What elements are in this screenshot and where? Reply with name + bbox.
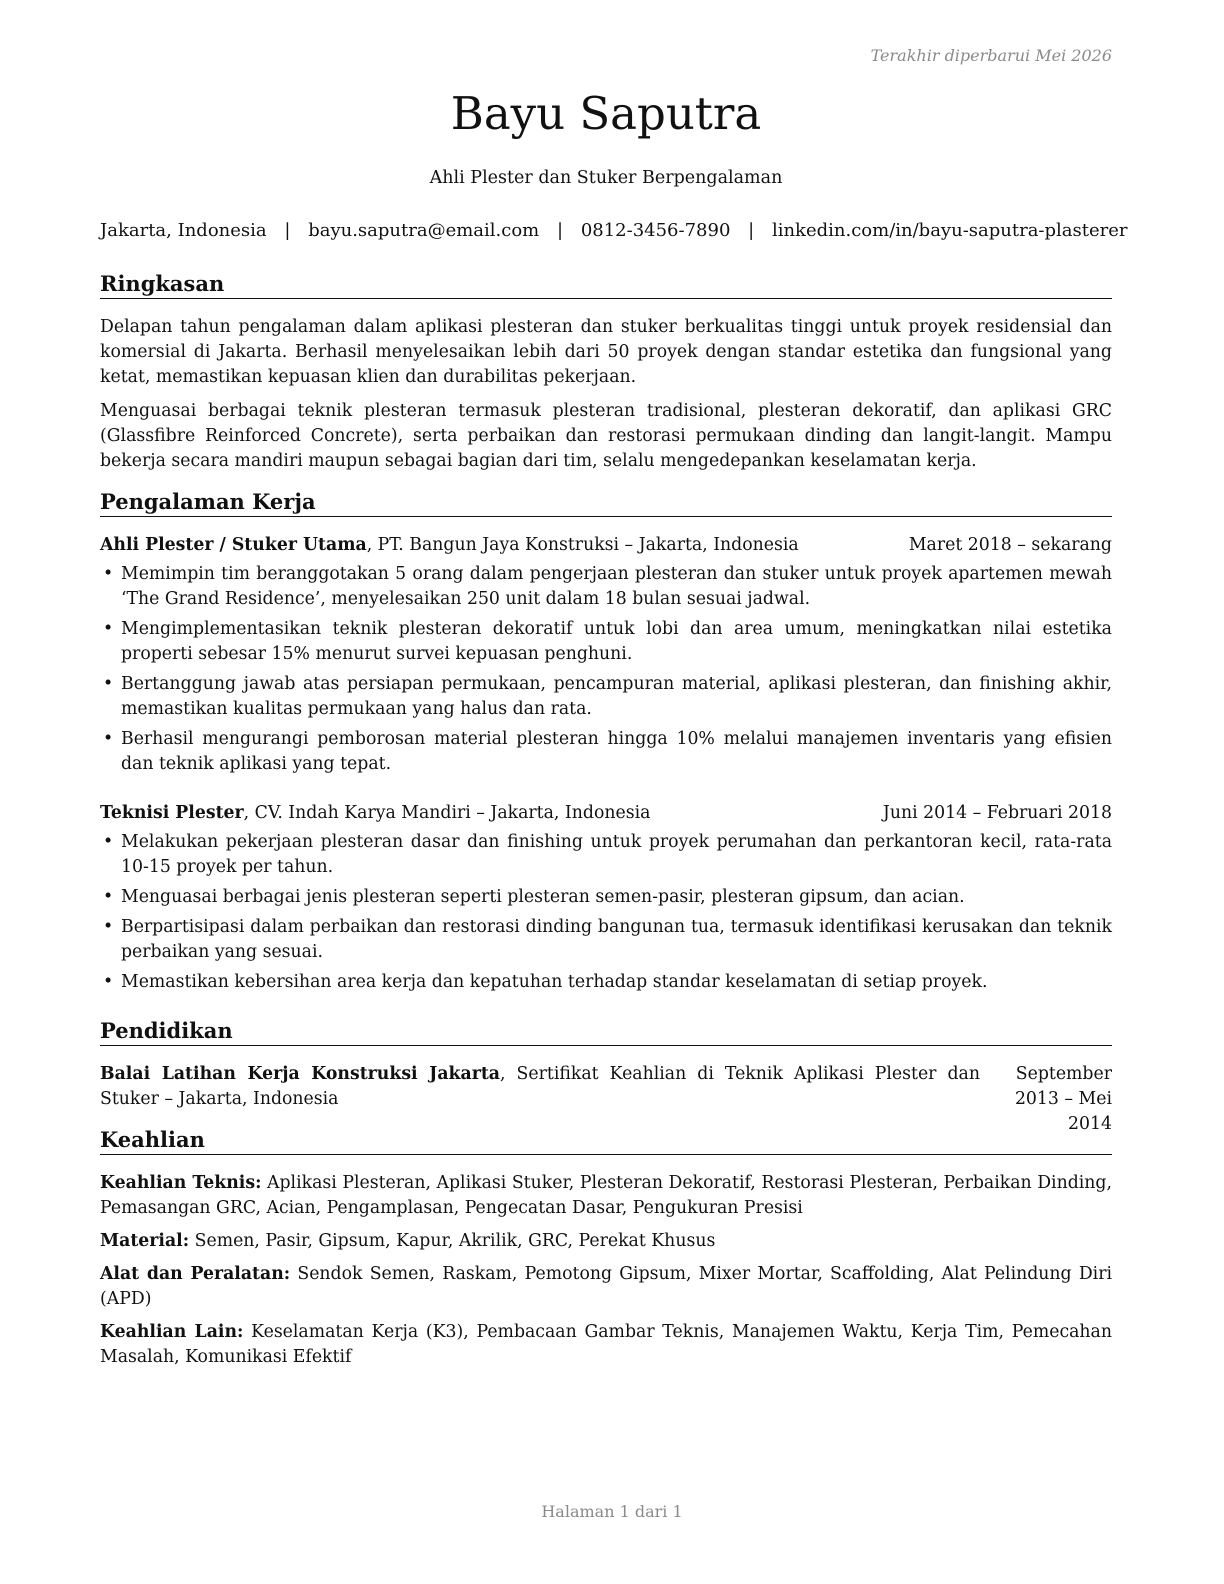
job-organization: , CV. Indah Karya Mandiri – Jakarta, Indonesia [243, 803, 651, 823]
skill-group [100, 1320, 1112, 1370]
list-item: • Melakukan pekerjaan plesteran dasar dan finishing untuk proyek perumahan dan perkantoran kecil, rata-rata 10-15 proyek per tahun. [100, 830, 1112, 880]
contact-phone[interactable]: 0812-3456-7890 [580, 220, 731, 241]
summary-paragraph: Menguasai berbagai teknik plesteran termasuk plesteran tradisional, plesteran dekoratif, dan aplikasi GRC (Glassfibre Reinforced Concrete), serta perbaikan dan restorasi permukaan dinding dan langit-langit. Mampu bekerja secara mandiri maupun sebagai bagian dari tim, selalu mengedepankan keselamatan kerja. [100, 401, 1112, 471]
skills-section [100, 1171, 1112, 1378]
list-item: • Memimpin tim beranggotakan 5 orang dalam pengerjaan plesteran dan stuker untuk proyek apartemen mewah ‘The Grand Residence’, menyelesaikan 250 unit dalam 18 bulan sesuai jadwal. [100, 562, 1112, 612]
list-item: • Bertanggung jawab atas persiapan permukaan, pencampuran material, aplikasi plesteran, dan finishing akhir, memastikan kualitas permukaan yang halus dan rata. [100, 672, 1112, 722]
contact-line [100, 220, 1128, 241]
list-item: • Berpartisipasi dalam perbaikan dan restorasi dinding bangunan tua, termasuk identifikasi kerusakan dan teknik perbaikan yang sesuai. [100, 915, 1112, 965]
last-updated-note: Terakhir diperbarui Mei 2026 [870, 46, 1112, 65]
education-dates: September 2013 – Mei 2014 [1014, 1064, 1112, 1134]
job-title-line [100, 801, 650, 826]
contact-separator: | [557, 220, 564, 241]
job-title-line [100, 533, 799, 558]
contact-separator: | [748, 220, 755, 241]
contact-email[interactable]: bayu.saputra@email.com [308, 220, 540, 241]
job-role: Ahli Plester / Stuker Utama [100, 535, 367, 555]
contact-location: Jakarta, Indonesia [100, 220, 267, 241]
job-entry [100, 801, 1112, 1000]
list-item: • Menguasai berbagai jenis plesteran seperti plesteran semen-pasir, plesteran gipsum, dan acian. [100, 885, 1112, 910]
section-title-summary: Ringkasan [100, 270, 1112, 299]
skill-values: Aplikasi Plesteran, Aplikasi Stuker, Plesteran Dekoratif, Restorasi Plesteran, Perbaikan Dinding, Pemasangan GRC, Acian, Pengamplasan, Pengecatan Dasar, Pengukuran Presisi [100, 1173, 1112, 1218]
page-number: Halaman 1 dari 1 [541, 1502, 683, 1521]
summary-section [100, 315, 1112, 474]
job-header [100, 801, 1112, 826]
job-dates: Maret 2018 – sekarang [908, 535, 1112, 555]
job-dates: Juni 2014 – Februari 2018 [882, 803, 1112, 823]
education-program: , Sertifikat Keahlian di Teknik Aplikasi Plester dan Stuker – Jakarta, Indonesia [100, 1064, 980, 1109]
section-title-skills: Keahlian [100, 1126, 1112, 1155]
skill-group [100, 1171, 1112, 1221]
list-item: • Mengimplementasikan teknik plesteran dekoratif untuk lobi dan area umum, meningkatkan nilai estetika properti sebesar 15% menurut survei kepuasan penghuni. [100, 617, 1112, 667]
list-item: • Memastikan kebersihan area kerja dan kepatuhan terhadap standar keselamatan di setiap proyek. [100, 970, 1112, 995]
skill-label: Material: [100, 1231, 190, 1251]
skill-values: Sendok Semen, Raskam, Pemotong Gipsum, Mixer Mortar, Scaffolding, Alat Pelindung Diri (APD) [100, 1264, 1112, 1309]
job-header [100, 533, 1112, 558]
skill-label: Keahlian Teknis: [100, 1173, 262, 1193]
skill-values: Semen, Pasir, Gipsum, Kapur, Akrilik, GRC, Perekat Khusus [194, 1231, 716, 1251]
job-role: Teknisi Plester [100, 803, 244, 823]
list-item: • Berhasil mengurangi pemborosan material plesteran hingga 10% melalui manajemen inventaris yang efisien dan teknik aplikasi yang tepat. [100, 727, 1112, 777]
summary-paragraph: Delapan tahun pengalaman dalam aplikasi plesteran dan stuker berkualitas tinggi untuk proyek residensial dan komersial di Jakarta. Berhasil menyelesaikan lebih dari 50 proyek dengan standar estetika dan fungsional yang ketat, memastikan kepuasan klien dan durabilitas pekerjaan. [100, 317, 1112, 387]
job-bullets [100, 830, 1112, 995]
section-title-experience: Pengalaman Kerja [100, 488, 1112, 517]
skill-label: Keahlian Lain: [100, 1322, 244, 1342]
job-bullets [100, 562, 1112, 777]
skill-group [100, 1229, 1112, 1254]
job-entry [100, 533, 1112, 782]
education-school: Balai Latihan Kerja Konstruksi Jakarta [100, 1064, 501, 1084]
section-title-education: Pendidikan [100, 1017, 1112, 1046]
candidate-headline: Ahli Plester dan Stuker Berpengalaman [429, 168, 783, 188]
candidate-name: Bayu Saputra [450, 87, 762, 140]
skill-group [100, 1262, 1112, 1312]
contact-linkedin[interactable]: linkedin.com/in/bayu-saputra-plasterer [771, 220, 1128, 241]
skill-label: Alat dan Peralatan: [100, 1264, 291, 1284]
job-organization: , PT. Bangun Jaya Konstruksi – Jakarta, Indonesia [366, 535, 799, 555]
contact-separator: | [284, 220, 291, 241]
skill-values: Keselamatan Kerja (K3), Pembacaan Gambar Teknis, Manajemen Waktu, Kerja Tim, Pemecahan Masalah, Komunikasi Efektif [100, 1322, 1112, 1367]
